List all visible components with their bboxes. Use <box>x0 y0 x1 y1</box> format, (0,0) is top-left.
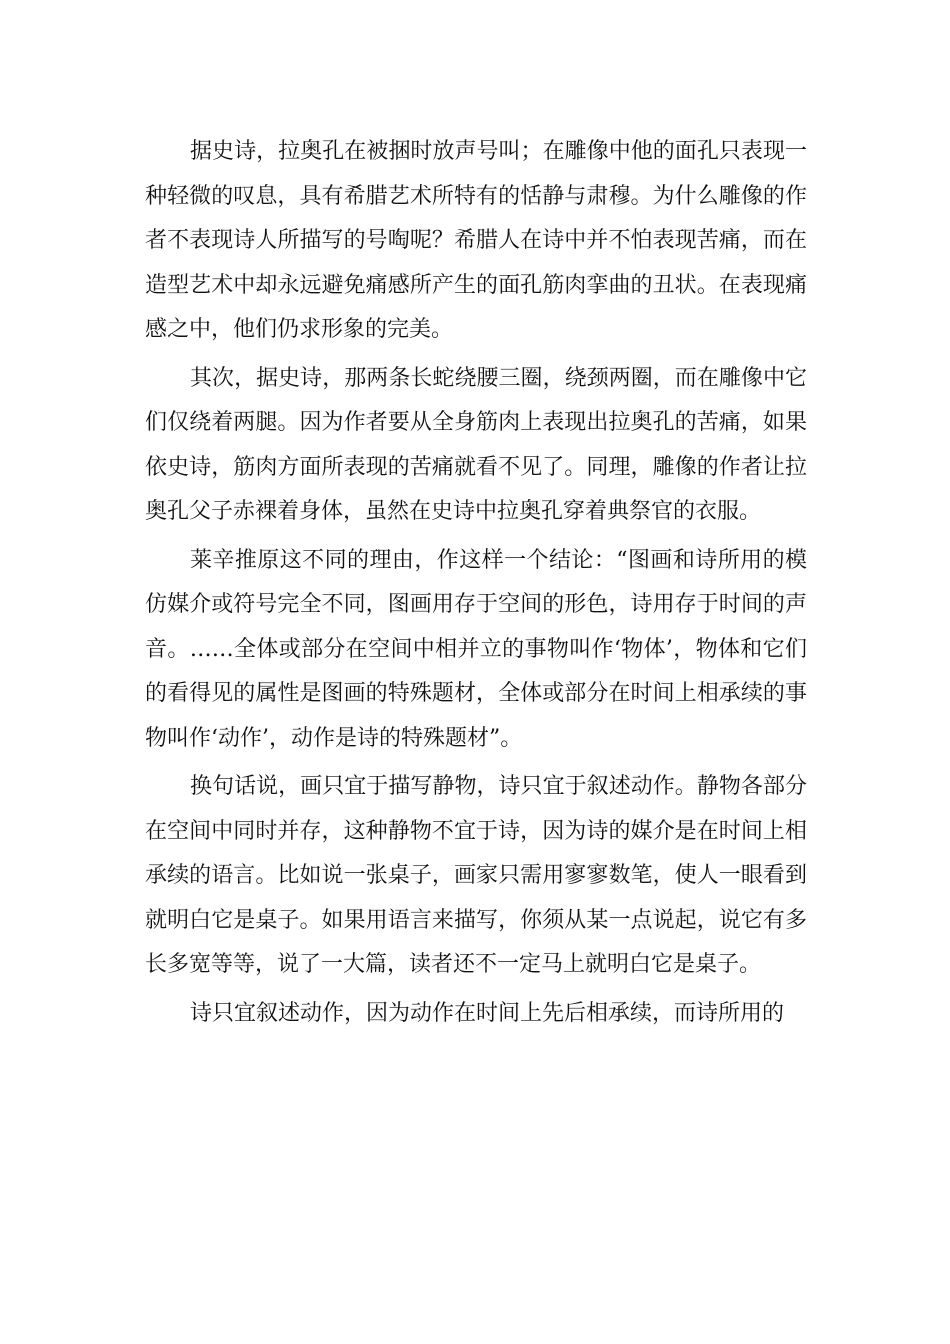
document-body <box>145 130 807 1040</box>
paragraph-poetry-actions: 诗只宜叙述动作，因为动作在时间上先后相承续，而诗所用的 <box>190 1000 785 1026</box>
paragraph-painting-still-objects: 换句话说，画只宜于描写静物，诗只宜于叙述动作。静物各部分在空间中同时并存，这种静物不宜于诗，因为诗的媒介是在时间上相承续的语言。比如说一张桌子，画家只需用寥寥数笔，使人一眼看到就明白它是桌子。如果用语言来描写，你须从某一点说起，说它有多长多宽等等，说了一大篇，读者还不一定马上就明白它是桌子。 <box>145 774 807 977</box>
paragraph-lessing-conclusion: 莱辛推原这不同的理由，作这样一个结论：“图画和诗所用的模仿媒介或符号完全不同，图画用存于空间的形色，诗用存于时间的声音。……全体或部分在空间中相并立的事物叫作‘物体’，物体和它们的看得见的属性是图画的特殊题材，全体或部分在时间上相承续的事物叫作‘动作’，动作是诗的特殊题材”。 <box>145 547 807 751</box>
paragraph-laocoon-expression: 据史诗，拉奥孔在被捆时放声号叫；在雕像中他的面孔只表现一种轻微的叹息，具有希腊艺术所特有的恬静与肃穆。为什么雕像的作者不表现诗人所描写的号啕呢？希腊人在诗中并不怕表现苦痛，而在造型艺术中却永远避免痛感所产生的面孔筋肉挛曲的丑状。在表现痛感之中，他们仍求形象的完美。 <box>145 139 807 342</box>
paragraph-serpents-coils: 其次，据史诗，那两条长蛇绕腰三圈，绕颈两圈，而在雕像中它们仅绕着两腿。因为作者要从全身筋肉上表现出拉奥孔的苦痛，如果依史诗，筋肉方面所表现的苦痛就看不见了。同理，雕像的作者让拉奥孔父子赤裸着身体，虽然在史诗中拉奥孔穿着典祭官的衣服。 <box>145 365 807 524</box>
